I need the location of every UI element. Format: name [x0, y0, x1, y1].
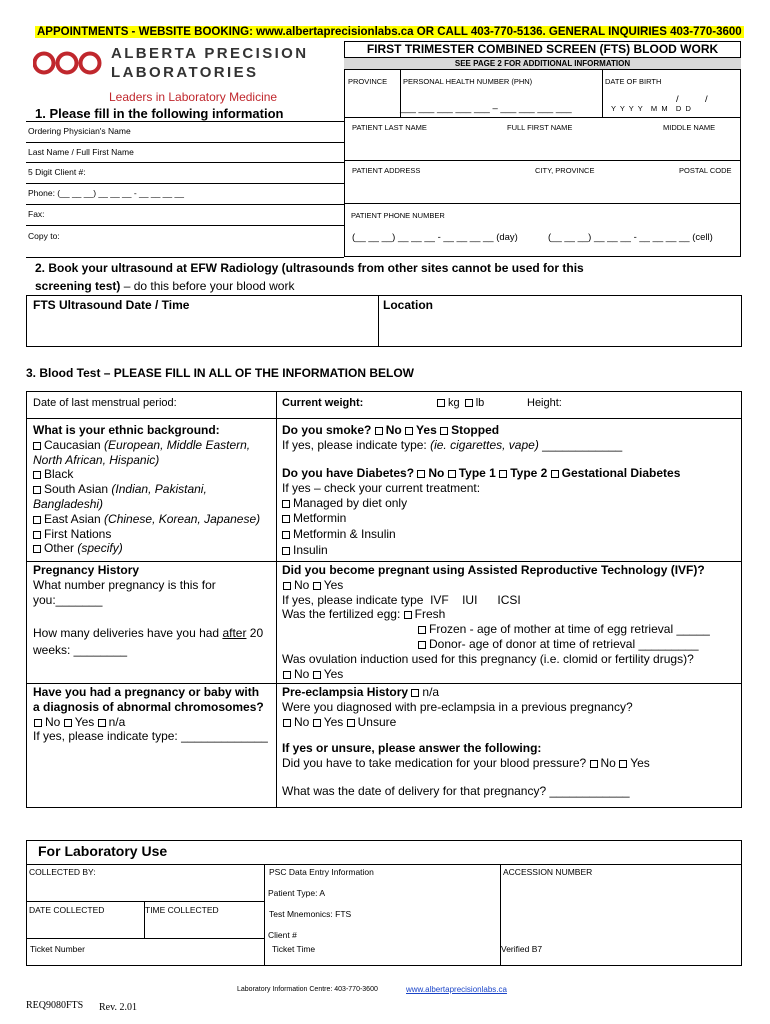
gestational-label: Gestational Diabetes: [561, 466, 681, 480]
unsure-followup-heading: If yes or unsure, please answer the following:: [282, 741, 542, 755]
south-asian-note: (Indian, Pakistani,: [111, 482, 207, 497]
ethnic-block: [33, 423, 260, 556]
accession-number-field[interactable]: ACCESSION NUMBER: [503, 867, 593, 877]
kg-label: kg: [448, 397, 460, 409]
chromosome-question-cont: a diagnosis of abnormal chromosomes?: [33, 699, 264, 714]
ovulation-yes-checkbox[interactable]: [313, 671, 321, 679]
form-revision: Rev. 2.01: [99, 1002, 137, 1013]
other-label: Other: [44, 541, 75, 556]
bp-yes-label: Yes: [630, 755, 650, 770]
city-label: CITY, PROVINCE: [535, 166, 595, 175]
diet-label: Managed by diet only: [293, 495, 408, 510]
type1-label: Type 1: [458, 466, 496, 480]
chromosome-yes-label: Yes: [74, 714, 95, 729]
postal-label: POSTAL CODE: [679, 166, 732, 175]
copy-to-field[interactable]: Copy to:: [28, 231, 60, 241]
client-number-field[interactable]: 5 Digit Client #:: [28, 167, 86, 177]
delivery-date-field[interactable]: What was the date of delivery for that pregnancy? ____________: [282, 784, 630, 798]
donor-label: Donor- age of donor at time of retrieval _________: [429, 636, 699, 651]
address-label: PATIENT ADDRESS: [352, 166, 421, 175]
bp-block: [282, 741, 650, 771]
time-collected-field[interactable]: TIME COLLECTED: [145, 905, 219, 915]
section1-heading: 1. Please fill in the following information: [35, 106, 284, 121]
diet-checkbox[interactable]: [282, 500, 290, 508]
chromosome-question: Have you had a pregnancy or baby with: [33, 685, 260, 699]
ivf-type-line[interactable]: If yes, please indicate type IVF IUI ICSI: [282, 592, 521, 607]
physician-name-field[interactable]: Last Name / Full First Name: [28, 147, 134, 157]
dob-format[interactable]: Y Y Y Y M M D D: [611, 104, 691, 113]
collected-by-field[interactable]: COLLECTED BY:: [29, 867, 96, 877]
chromosome-no-label: No: [45, 714, 61, 729]
physician-phone-field[interactable]: Phone: (__ __ __) __ __ __ - __ __ __ __: [28, 188, 184, 198]
east-asian-note: (Chinese, Korean, Japanese): [104, 511, 261, 526]
metformin-insulin-checkbox[interactable]: [282, 531, 290, 539]
treatment-question: If yes – check your current treatment:: [282, 480, 481, 495]
deliveries-block: [33, 626, 263, 658]
ultrasound-location-field[interactable]: Location: [383, 298, 433, 312]
ivf-yes-checkbox[interactable]: [313, 582, 321, 590]
fresh-label: Fresh: [414, 607, 446, 622]
dob-slashes: / /: [676, 94, 708, 105]
smoke-type-blank: ____________: [538, 437, 623, 452]
smoke-block: [282, 423, 622, 453]
bp-question: Did you have to take medication for your blood pressure?: [282, 755, 587, 770]
logo: [33, 51, 103, 80]
diabetes-no-label: No: [428, 466, 445, 480]
smoke-question: Do you smoke?: [282, 423, 372, 437]
caucasian-label: Caucasian: [44, 437, 101, 452]
south-asian-label: South Asian: [44, 482, 109, 497]
smoke-stopped-checkbox[interactable]: [440, 427, 448, 435]
preeclampsia-yes-label: Yes: [323, 714, 344, 729]
appointments-banner: APPOINTMENTS - WEBSITE BOOKING: www.albertaprecisionlabs.ca OR CALL 403-770-5136. GENERAL INQUIRIES 403-770-3600: [37, 26, 742, 38]
smoke-no-label: No: [385, 423, 402, 437]
ivf-no-checkbox[interactable]: [283, 582, 291, 590]
logo-line1: ALBERTA PRECISION: [111, 45, 309, 62]
ovulation-yes-label: Yes: [323, 666, 344, 681]
weight-units: [437, 397, 484, 409]
deliveries-field[interactable]: weeks: ________: [33, 642, 128, 657]
chromosome-yes-checkbox[interactable]: [64, 719, 72, 727]
metformin-checkbox[interactable]: [282, 515, 290, 523]
section2-heading-cont: screening test): [35, 279, 121, 293]
ovulation-question: Was ovulation induction used for this pregnancy (i.e. clomid or fertility drugs)?: [282, 651, 694, 666]
phn-field[interactable]: ___ ___ ___ ___ ___ – ___ ___ ___ ___: [400, 103, 572, 114]
ivf-question: Did you become pregnant using Assisted Reproductive Technology (IVF)?: [282, 563, 705, 577]
pregnancy-number-field[interactable]: you:_______: [33, 592, 103, 607]
preeclampsia-unsure-label: Unsure: [357, 714, 397, 729]
frozen-label: Frozen - age of mother at time of egg retrieval _____: [429, 622, 710, 637]
lmp-field[interactable]: Date of last menstrual period:: [33, 397, 177, 409]
insulin-checkbox[interactable]: [282, 547, 290, 555]
pregnancy-number-question: What number pregnancy is this for: [33, 577, 216, 592]
phone-day-field[interactable]: (__ __ __) __ __ __ - __ __ __ __ (day): [352, 232, 518, 243]
lb-checkbox[interactable]: [465, 399, 473, 407]
smoke-yes-checkbox[interactable]: [405, 427, 413, 435]
caucasian-note2: North African, Hispanic): [33, 452, 160, 467]
east-asian-label: East Asian: [44, 511, 101, 526]
date-collected-field[interactable]: DATE COLLECTED: [29, 905, 105, 915]
black-label: Black: [44, 467, 74, 482]
preeclampsia-unsure-checkbox[interactable]: [347, 719, 355, 727]
see-page2-note: SEE PAGE 2 FOR ADDITIONAL INFORMATION: [344, 58, 741, 69]
diabetes-block: [282, 466, 680, 558]
phn-label: PERSONAL HEALTH NUMBER (PHN): [403, 77, 533, 86]
kg-checkbox[interactable]: [437, 399, 445, 407]
form-code: REQ9080FTS: [26, 1000, 84, 1011]
deliveries-question: How many deliveries have you had: [33, 626, 223, 640]
preeclampsia-no-checkbox[interactable]: [283, 719, 291, 727]
diabetes-no-checkbox[interactable]: [417, 470, 425, 478]
preeclampsia-na-label: n/a: [422, 685, 440, 699]
psc-label: PSC Data Entry Information: [269, 867, 374, 877]
preeclampsia-no-label: No: [294, 714, 310, 729]
last-name-label: PATIENT LAST NAME: [352, 123, 427, 132]
phone-label: PATIENT PHONE NUMBER: [351, 211, 445, 220]
bp-no-label: No: [600, 755, 616, 770]
lb-label: lb: [475, 397, 485, 409]
first-nations-label: First Nations: [44, 526, 112, 541]
lab-use-heading: For Laboratory Use: [38, 843, 168, 859]
ordering-physician-label: Ordering Physician's Name: [28, 126, 131, 136]
east-asian-checkbox[interactable]: [33, 516, 41, 524]
verified-field[interactable]: Verified B7: [501, 944, 543, 954]
test-mnemonics: Test Mnemonics: FTS: [269, 909, 352, 919]
client-number-lab: Client #: [268, 930, 297, 940]
fresh-checkbox[interactable]: [404, 611, 412, 619]
preeclampsia-yes-checkbox[interactable]: [313, 719, 321, 727]
other-checkbox[interactable]: [33, 545, 41, 553]
ivf-block: [282, 563, 710, 681]
section2-subheading: [35, 279, 294, 293]
deliveries-after: after: [222, 626, 247, 640]
ovulation-no-label: No: [294, 666, 310, 681]
south-asian-checkbox[interactable]: [33, 486, 41, 494]
metformin-label: Metformin: [293, 511, 347, 526]
ticket-number-field[interactable]: Ticket Number: [30, 944, 85, 954]
preeclampsia-question: Were you diagnosed with pre-eclampsia in a previous pregnancy?: [282, 699, 633, 714]
frozen-checkbox[interactable]: [418, 626, 426, 634]
black-checkbox[interactable]: [33, 471, 41, 479]
smoke-stopped-label: Stopped: [451, 423, 500, 437]
logo-line2: LABORATORIES: [111, 64, 259, 81]
section2-heading: 2. Book your ultrasound at EFW Radiology (ultrasounds from other sites cannot be used for this: [35, 261, 584, 275]
smoke-type-example: (ie. cigarettes, vape): [430, 437, 539, 452]
chromosome-block: [33, 685, 268, 744]
info-centre: Laboratory Information Centre: 403-770-3600: [237, 986, 378, 993]
patient-type: Patient Type: A: [268, 888, 326, 898]
preeclampsia-na-checkbox[interactable]: [411, 689, 419, 697]
south-asian-note2: Bangladeshi): [33, 496, 104, 511]
donor-checkbox[interactable]: [418, 641, 426, 649]
chromosome-type-field[interactable]: If yes, please indicate type: _____________: [33, 729, 268, 744]
ovulation-no-checkbox[interactable]: [283, 671, 291, 679]
logo-tagline: Leaders in Laboratory Medicine: [109, 90, 278, 104]
caucasian-checkbox[interactable]: [33, 442, 41, 450]
deliveries-20: 20: [246, 626, 264, 640]
type1-checkbox[interactable]: [448, 470, 456, 478]
dob-label: DATE OF BIRTH: [605, 77, 662, 86]
province-label: PROVINCE: [348, 77, 388, 86]
ticket-time-field[interactable]: Ticket Time: [272, 944, 316, 954]
smoke-no-checkbox[interactable]: [375, 427, 383, 435]
phone-cell-field[interactable]: (__ __ __) __ __ __ - __ __ __ __ (cell): [548, 232, 713, 243]
height-field[interactable]: Height:: [527, 397, 562, 409]
section2-note: – do this before your blood work: [120, 279, 295, 293]
ivf-yes-label: Yes: [323, 577, 344, 592]
ultrasound-date-field[interactable]: FTS Ultrasound Date / Time: [33, 298, 190, 312]
smoke-yes-label: Yes: [416, 423, 437, 437]
smoke-type-label: If yes, please indicate type:: [282, 437, 431, 452]
type2-checkbox[interactable]: [499, 470, 507, 478]
logo-rings-icon: [33, 51, 103, 75]
egg-question: Was the fertilized egg:: [282, 607, 401, 622]
first-name-label: FULL FIRST NAME: [507, 123, 573, 132]
first-nations-checkbox[interactable]: [33, 531, 41, 539]
middle-name-label: MIDDLE NAME: [663, 123, 716, 132]
bp-yes-checkbox[interactable]: [619, 760, 627, 768]
chromosome-na-checkbox[interactable]: [98, 719, 106, 727]
insulin-label: Insulin: [293, 542, 328, 557]
ethnic-question: What is your ethnic background:: [33, 423, 220, 437]
section3-heading: 3. Blood Test – PLEASE FILL IN ALL OF THE INFORMATION BELOW: [26, 366, 415, 380]
pregnancy-history-block: [33, 563, 216, 607]
fax-field[interactable]: Fax:: [28, 209, 45, 219]
form-title: FIRST TRIMESTER COMBINED SCREEN (FTS) BLOOD WORK: [366, 42, 719, 56]
metformin-insulin-label: Metformin & Insulin: [293, 527, 396, 542]
chromosome-no-checkbox[interactable]: [34, 719, 42, 727]
type2-label: Type 2: [510, 466, 548, 480]
caucasian-note: (European, Middle Eastern,: [104, 437, 251, 452]
website-link[interactable]: www.albertaprecisionlabs.ca: [406, 985, 507, 994]
weight-label: Current weight:: [282, 397, 364, 409]
pregnancy-history-heading: Pregnancy History: [33, 563, 140, 577]
bp-no-checkbox[interactable]: [590, 760, 598, 768]
gestational-checkbox[interactable]: [551, 470, 559, 478]
chromosome-na-label: n/a: [108, 714, 126, 729]
preeclampsia-heading: Pre-eclampsia History: [282, 685, 409, 699]
diabetes-question: Do you have Diabetes?: [282, 466, 415, 480]
other-note: (specify): [77, 541, 123, 556]
smoke-type-line[interactable]: [282, 438, 622, 453]
preeclampsia-block: [282, 685, 633, 729]
ivf-no-label: No: [294, 577, 310, 592]
